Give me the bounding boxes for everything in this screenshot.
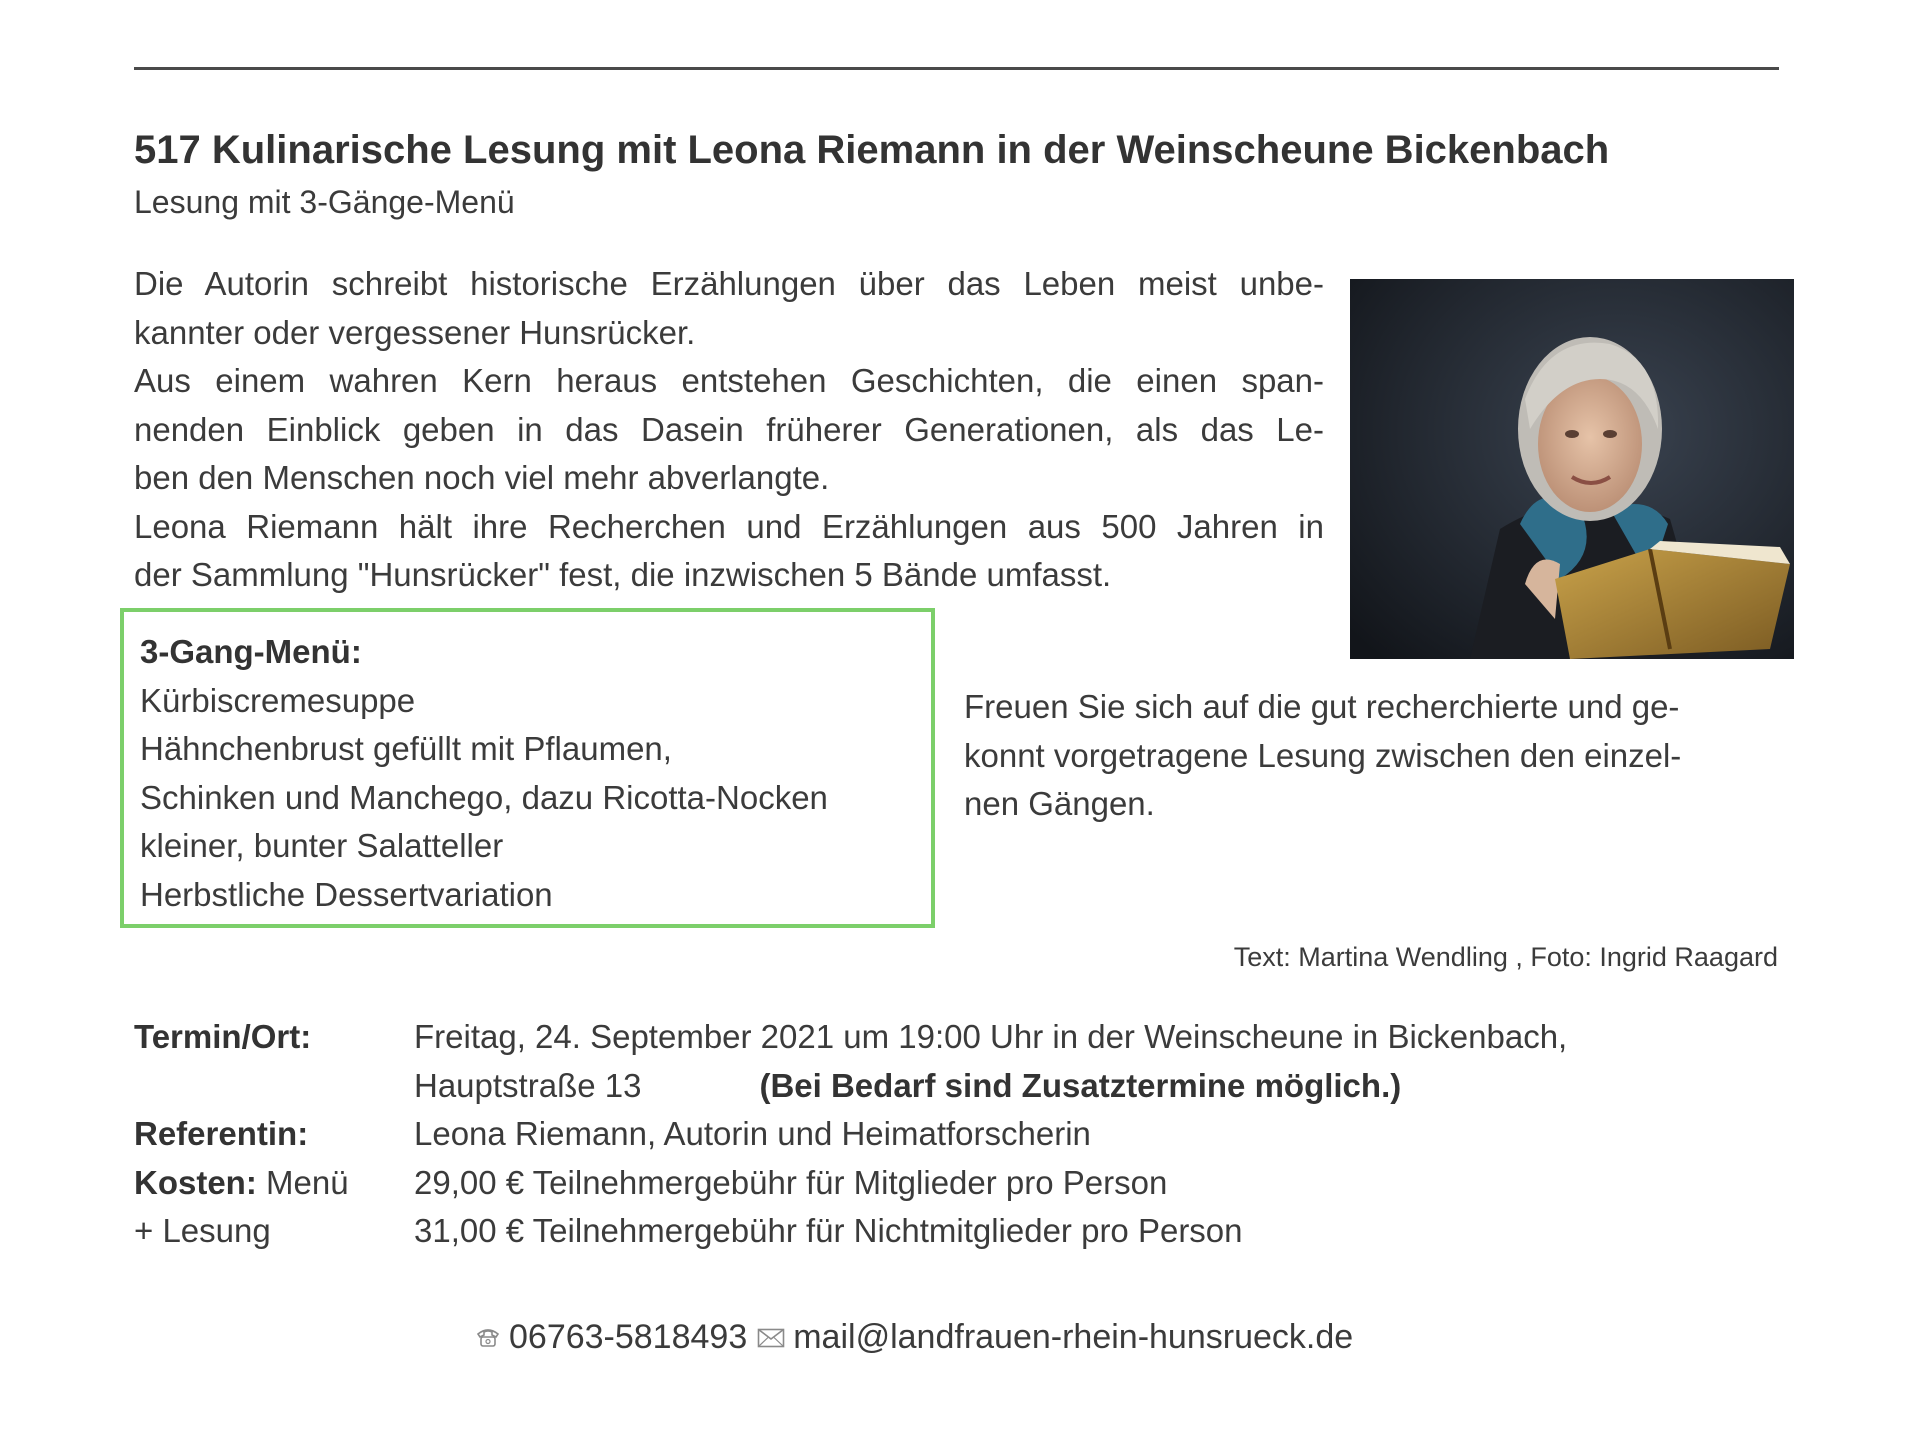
intro-line: ben den Menschen noch viel mehr abverlangte. (134, 459, 830, 496)
kosten-label-line2: + Lesung (134, 1212, 271, 1249)
event-details (134, 1013, 1567, 1256)
menu-heading: 3-Gang-Menü: (140, 633, 362, 670)
intro-line: kannter oder vergessener Hunsrücker. (134, 313, 696, 351)
menu-content (140, 628, 828, 919)
top-divider (134, 67, 1779, 70)
event-subtitle: Lesung mit 3-Gänge-Menü (134, 184, 515, 220)
fee-nonmembers: 31,00 € Teilnehmergebühr für Nichtmitglieder pro Person (414, 1212, 1243, 1249)
menu-item: Schinken und Manchego, dazu Ricotta-Nocken (140, 778, 828, 816)
kosten-row-2 (134, 1207, 1567, 1256)
intro-line: Leona Riemann hält ihre Recherchen und Erzählungen aus 500 Jahren in (134, 507, 1324, 545)
intro-paragraph (134, 260, 1324, 600)
extra-dates-note: (Bei Bedarf sind Zusatztermine möglich.) (759, 1066, 1402, 1104)
intro-line: Die Autorin schreibt historische Erzählungen über das Leben meist unbe- (134, 265, 1324, 302)
contact-line (475, 1318, 1353, 1357)
referentin-label: Referentin: (134, 1115, 309, 1152)
event-title: 517 Kulinarische Lesung mit Leona Riemann in der Weinscheune Bickenbach (134, 128, 1610, 172)
address-value (414, 1062, 1401, 1111)
referentin-value: Leona Riemann, Autorin und Heimatforscherin (414, 1115, 1091, 1152)
side-line: konnt vorgetragene Lesung zwischen den einzel- (964, 736, 1682, 774)
menu-item: kleiner, bunter Salatteller (140, 827, 504, 864)
phone-number[interactable]: 06763-5818493 (509, 1318, 748, 1356)
intro-line: Aus einem wahren Kern heraus entstehen Geschichten, die einen span- (134, 362, 1324, 399)
author-photo (1350, 279, 1794, 659)
intro-line: der Sammlung "Hunsrücker" fest, die inzwischen 5 Bände umfasst. (134, 556, 1112, 593)
address-row (134, 1062, 1567, 1111)
side-line: Freuen Sie sich auf die gut recherchierte und ge- (964, 688, 1680, 725)
menu-item: Herbstliche Dessertvariation (140, 875, 553, 913)
menu-box (120, 608, 935, 928)
address-text: Hauptstraße 13 (414, 1066, 642, 1104)
photo-credit: Text: Martina Wendling , Foto: Ingrid Raagard (1233, 942, 1778, 972)
menu-item: Hähnchenbrust gefüllt mit Pflaumen, (140, 730, 672, 767)
intro-line: nenden Einblick geben in das Dasein früherer Generationen, als das Le- (134, 410, 1324, 448)
fee-members: 29,00 € Teilnehmergebühr für Mitglieder pro Person (414, 1163, 1168, 1201)
kosten-label: Kosten: Menü (134, 1163, 349, 1201)
menu-item: Kürbiscremesuppe (140, 681, 416, 719)
phone-icon (475, 1318, 501, 1357)
termin-label: Termin/Ort: (134, 1018, 312, 1055)
kosten-row (134, 1159, 1567, 1208)
envelope-icon (757, 1318, 785, 1357)
referentin-row (134, 1110, 1567, 1159)
side-paragraph (964, 683, 1754, 829)
termin-value: Freitag, 24. September 2021 um 19:00 Uhr in der Weinscheune in Bickenbach, (414, 1018, 1568, 1055)
email-link[interactable]: mail@landfrauen-rhein-hunsrueck.de (793, 1318, 1354, 1356)
side-line: nen Gängen. (964, 785, 1155, 822)
termin-row (134, 1013, 1567, 1062)
